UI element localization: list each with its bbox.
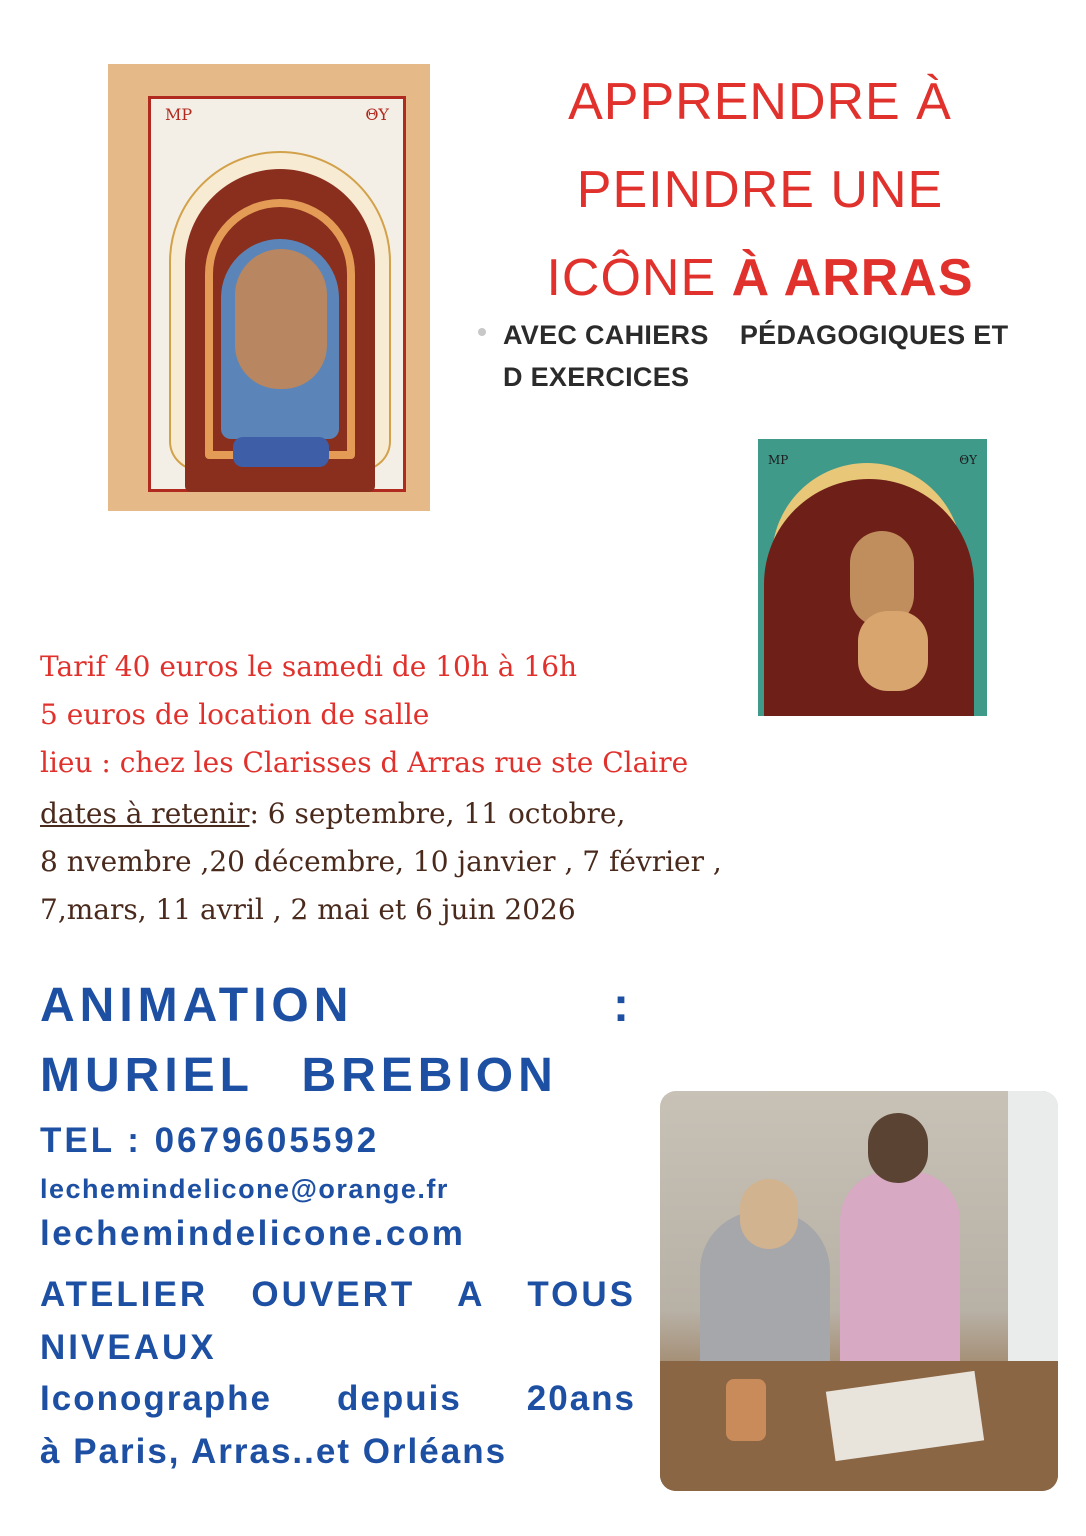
iconographe-line-2: à Paris, Arras..et Orléans <box>40 1432 508 1471</box>
monogram-left: ΜΡ <box>165 105 193 124</box>
monogram-right: ΘΥ <box>959 453 977 467</box>
title-line-1: APPRENDRE À <box>568 73 952 131</box>
animation-heading <box>40 978 640 1038</box>
monogram-left: ΜΡ <box>768 453 789 467</box>
face <box>235 249 327 389</box>
standing-person-head <box>868 1113 928 1183</box>
website-url: lechemindelicone.com <box>40 1214 466 1253</box>
title-line-2: PEINDRE UNE <box>576 161 944 219</box>
window <box>1008 1091 1058 1391</box>
dates-line-2: 8 nvembre ,20 décembre, 10 janvier , 7 février , <box>40 845 722 878</box>
monogram-right: ΘΥ <box>365 105 389 124</box>
iconographe-line-1: Iconographe depuis 20ans <box>40 1379 636 1418</box>
bullet-dot-icon <box>478 328 486 336</box>
phone-number: TEL : 0679605592 <box>40 1121 380 1160</box>
bullet-line-1: AVEC CAHIERS PÉDAGOGIQUES ET <box>503 320 1009 350</box>
title-line-3-bold: À ARRAS <box>731 249 974 307</box>
tarif-text: Tarif 40 euros le samedi de 10h à 16h <box>40 650 578 683</box>
email-address: lechemindelicone@orange.fr <box>40 1174 449 1204</box>
page-title <box>470 58 1050 322</box>
seated-person-head <box>740 1179 798 1249</box>
dates-block <box>40 790 820 934</box>
animation-colon: : <box>613 979 634 1032</box>
animation-label: ANIMATION <box>40 979 354 1032</box>
dates-line-1-rest: : 6 septembre, 11 octobre, <box>249 797 626 830</box>
dates-line-1 <box>40 790 820 838</box>
lieu-text: lieu : chez les Clarisses d Arras rue ste Claire <box>40 746 689 779</box>
title-line-3-light: ICÔNE <box>546 249 717 307</box>
dates-line-3: 7,mars, 11 avril , 2 mai et 6 juin 2026 <box>40 893 576 926</box>
bullet-text <box>503 314 1063 398</box>
standing-person <box>840 1171 960 1371</box>
title-line-3 <box>470 234 1050 322</box>
atelier-text: ATELIER OUVERT A TOUS NIVEAUX <box>40 1275 636 1367</box>
icon-board <box>148 96 406 492</box>
jar <box>726 1379 766 1441</box>
workshop-photo <box>660 1091 1058 1491</box>
child-figure <box>858 611 928 691</box>
dates-label: dates à retenir <box>40 797 250 830</box>
blue-robe <box>233 437 329 467</box>
iconographe-text <box>40 1372 636 1478</box>
location-text: 5 euros de location de salle <box>40 698 430 731</box>
icon-painting-virgin-image <box>108 64 430 511</box>
animator-name: MURIEL BREBION <box>40 1049 558 1102</box>
bullet-line-2: D EXERCICES <box>503 362 690 392</box>
